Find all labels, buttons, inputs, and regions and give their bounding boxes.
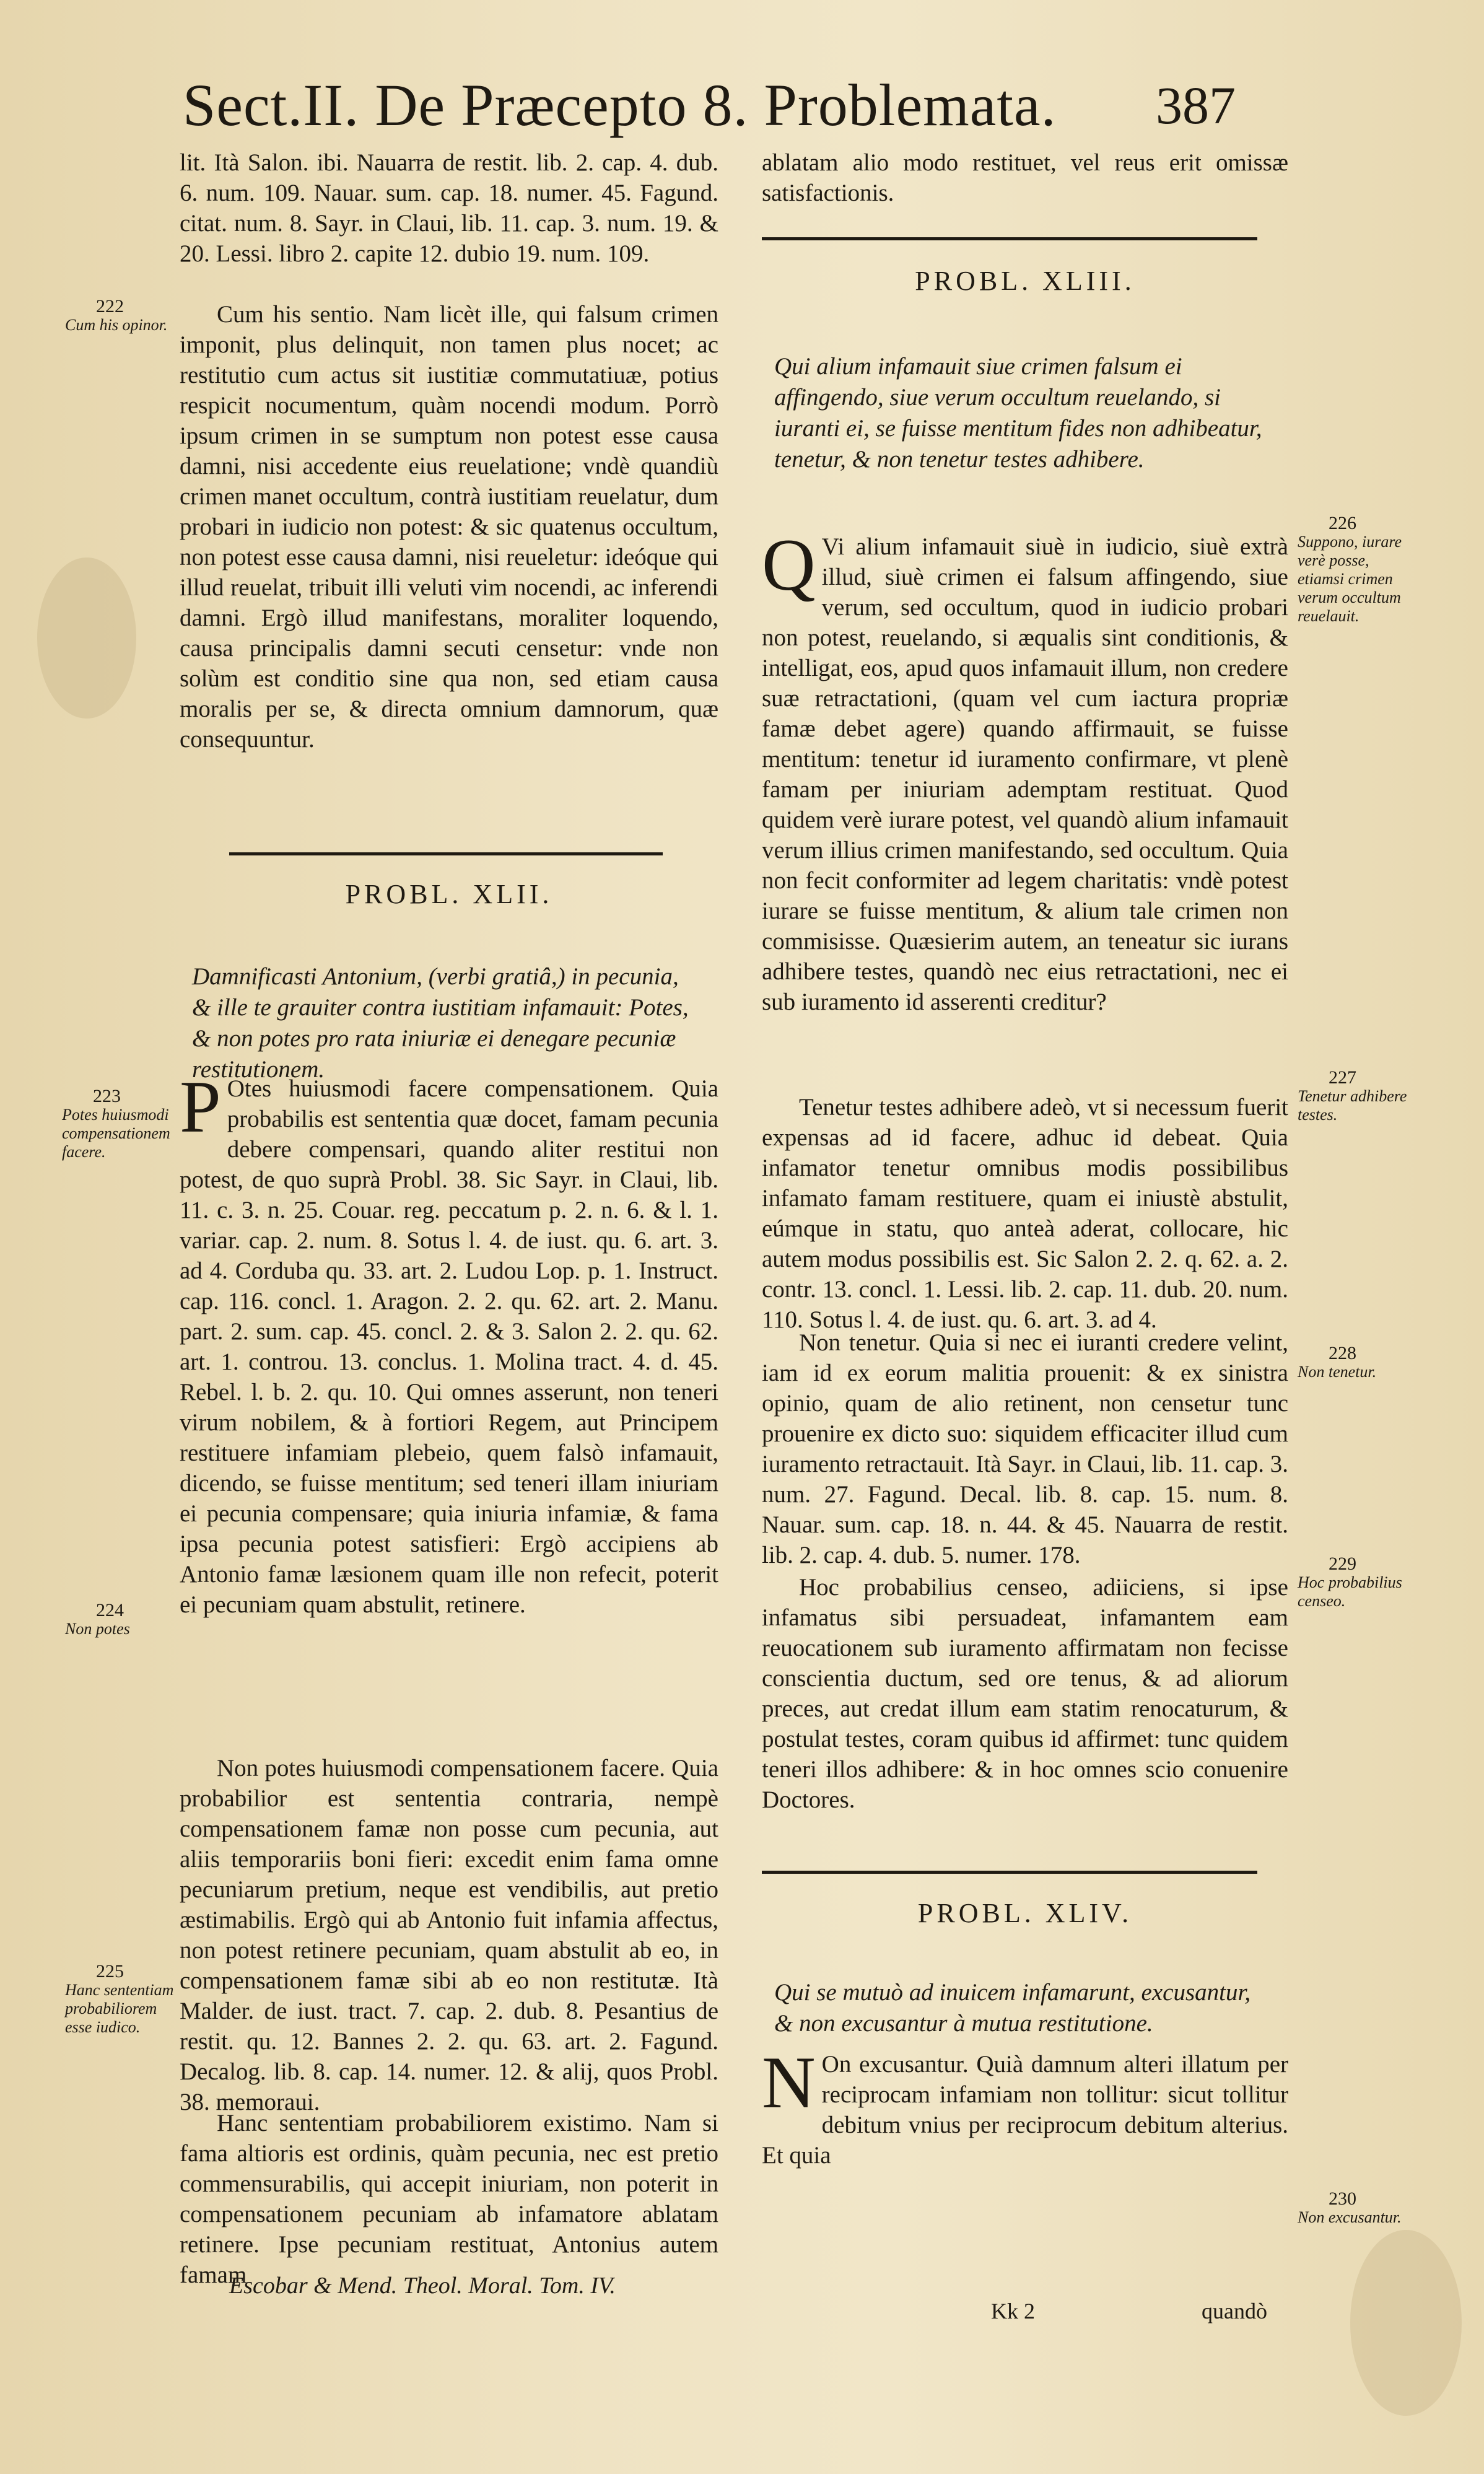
right-paragraph-3: Tenetur testes adhibere adeò, vt si necessum fuerit expensas ad id facere, adhuc id debeat. Quia infamator tenetur omnibus modis possibilibus infamato famam restituere, quam ei iniustè abstulit, eúmque in statu, quo anteà aderat, collocare, hic autem modus possibilis est. Sic Salon 2. 2. q. 62. a. 2. contr. 13. concl. 1. Lessi. lib. 2. cap. 11. dub. 20. num. 110. Sotus l. 4. de iust. qu. 6. art. 3. ad 4. — [762, 1094, 1288, 1333]
margin-note-222: 222 Cum his opinor. — [65, 296, 168, 334]
margin-note-230: 230 Non excusantur. — [1298, 2188, 1402, 2226]
margin-note-224: 224 Non potes — [65, 1600, 130, 1638]
running-header — [183, 68, 1236, 149]
signature-mark: Kk 2 — [991, 2299, 1035, 2323]
section-heading-43: PROBL. XLIII. — [915, 266, 1135, 296]
page-number: 387 — [1156, 76, 1236, 135]
problem-summary-43: Qui alium infamauit siue crimen falsum ei affingendo, siue verum occultum reuelando, si iuranti ei, se fuisse mentitum fides non adhibeatur, tenetur, & non tenetur testes adhibere. — [774, 353, 1262, 473]
paragraph-text: Otes huiusmodi facere compensationem. Quia probabilis est sententia quæ docet, famam pecunia debere compensari, quando aliter restitui non potest, de quo suprà Probl. 38. Sic Sayr. in Claui, lib. 11. c. 3. n. 25. Couar. reg. peccatum p. 2. n. 6. & l. 1. variar. cap. 2. num. 8. Sotus l. 4. de iust. qu. 6. art. 3. ad 4. Corduba qu. 33. art. 2. Ludou Lop. p. 1. Instruct. cap. 116. concl. 1. Aragon. 2. 2. qu. 62. art. 2. Manu. part. 2. sum. cap. 45. concl. 2. & 3. Salon 2. 2. qu. 62. art. 1. controu. 13. conclus. 1. Molina tract. 4. d. 45. Rebel. l. b. 2. qu. 10. Qui omnes asserunt, non teneri virum nobilem, & à fortiori Regem, aut Principem restituere infamiam plebeio, quem falsò infamauit, dicendo, se fuisse mentitum; sed teneri illam iniuriam ei pecunia compensare; quia iniuria infamiæ, & fama ipsa pecunia potest satisfieri: Ergò accipiens ab Antonio famæ læsionem quam ille non refecit, poterit ei pecuniam quam abstulit, retinere. — [180, 1075, 718, 1618]
margin-note-223: 223 Potes huiusmodi compensationem facere. — [62, 1086, 170, 1161]
right-paragraph-4: Non tenetur. Quia si nec ei iuranti credere velint, iam id ex eorum malitia prouenit: & ex sinistra opinio, quam de alio retinent, non censetur tunc prouenire ex dicto suo: siquidem efficaciter illud cum iuramento retractauit. Ità Sayr. in Claui, lib. 11. cap. 3. num. 27. Fagund. Decal. lib. 8. cap. 15. num. 8. Nauar. sum. cap. 18. n. 44. & 45. Nauarra de restit. lib. 2. cap. 4. dub. 5. numer. 178. — [762, 1329, 1288, 1568]
drop-capital: Q — [762, 523, 816, 606]
drop-capital: N — [762, 2041, 816, 2123]
header-title: Sect.II. De Præcepto 8. Problemata. — [183, 72, 1057, 138]
left-paragraph-2: Cum his sentio. Nam licèt ille, qui falsum crimen imponit, plus delinquit, non tamen plus nocet; ac restitutio cum actus sit iustitiæ commutatiuæ, potius respicit nocumentum, quàm nocendi modum. Porrò ipsum crimen in se sumptum non potest esse causa damni, nisi accedente eius reuelatione; vndè quandiù crimen manet occultum, contrà iustitiam reuelatur, dum probari in iudicio non potest: & sic quatenus occultum, non potest esse causa damni, nisi reueletur: ideóque qui illud reuelat, tribuit illi veluti vim nocendi, ac inferendi damni. Ergò illud manifestans, moraliter loquendo, causa principalis damni secuti censetur: vnde non solùm est conditio sine qua non, sed etiam causa moralis per se, & directa omnium damnorum, quæ consequuntur. — [180, 301, 718, 753]
right-paragraph-1: ablatam alio modo restituet, vel reus erit omissæ satisfactionis. — [762, 149, 1288, 206]
paper-stain — [37, 557, 136, 719]
paragraph-text: On excusantur. Quià damnum alteri illatum per reciprocam infamiam non tollitur: sicut tollitur debitum vnius per reciprocum debitum alterius. Et quia — [762, 2051, 1288, 2169]
section-rule — [229, 852, 663, 855]
right-paragraph-2 — [762, 523, 1288, 1017]
drop-capital: P — [180, 1065, 221, 1148]
right-paragraph-5: Hoc probabilius censeo, adiiciens, si ipse infamatus sibi persuadeat, infamantem eam reuocationem sub iuramento affirmatam non fecisse conscientia ductum, sed ore tenus, & ad aliorum preces, aut credat illum eam statim renocaturum, & postulat testes, coram quibus id affirmet: tunc quidem teneri illos adhibere: & in hoc omnes scio conuenire Doctores. — [762, 1574, 1288, 1813]
left-paragraph-5: Hanc sententiam probabiliorem existimo. Nam si fama altioris est ordinis, quàm pecunia, nec est pretio commensurabilis, qui accepit iniuriam, non poterit in compensationem pecuniam ab infamatore ablatam retinere. Ipse pecuniam restituat, Antonius autem famam — [180, 2110, 718, 2288]
problem-summary-42: Damnificasti Antonium, (verbi gratiâ,) in pecunia, & ille te grauiter contra iustitiam infamauit: Potes, & non potes pro rata iniuriæ ei denegare pecuniæ restitutionem. — [192, 963, 689, 1083]
running-footer: Escobar & Mend. Theol. Moral. Tom. IV. — [229, 2273, 616, 2299]
section-heading-42: PROBL. XLII. — [345, 879, 553, 909]
right-paragraph-6 — [762, 2041, 1288, 2170]
catchword: quandò — [1202, 2299, 1267, 2323]
paper-stain — [1350, 2230, 1462, 2416]
paragraph-text: Vi alium infamauit siuè in iudicio, siuè extrà illud, siuè crimen ei falsum affingendo, siue verum, sed occultum, quod in iudicio probari non potest, reuelando, si æqualis sint conditionis, & intelligat, eos, apud quos infamauit illum, non credere suæ retractationi, (quam vel cum iactura propriæ famæ debet agere) quando affirmauit, se fuisse mentitum: tenetur id iuramento confirmare, vt plenè famam per iniuriam ademptam restituat. Quod quidem verè iurare potest, vel quandò alium infamauit verum illius crimen manifestando, sed occultum. Quia non fecit conformiter ad legem charitatis: vndè potest iurare se fuisse mentitum, & alium tale crimen non commisisse. Quæsierim autem, an teneatur sic iurans adhibere testes, quandò nec eius retractationi, nec ei sub iuramento id asserenti creditur? — [762, 533, 1288, 1015]
left-paragraph-1: lit. Ità Salon. ibi. Nauarra de restit. lib. 2. cap. 4. dub. 6. num. 109. Nauar. sum. cap. 18. numer. 45. Fagund. citat. num. 8. Sayr. in Claui, lib. 11. cap. 3. num. 19. & 20. Lessi. libro 2. capite 12. dubio 19. num. 109. — [180, 149, 718, 267]
margin-note-225: 225 Hanc sententiam probabiliorem esse iudico. — [65, 1961, 174, 2036]
problem-summary-44: Qui se mutuò ad inuicem infamarunt, excusantur, & non excusantur à mutua restitutione. — [774, 1979, 1251, 2037]
left-paragraph-3 — [180, 1065, 718, 1620]
margin-note-227: 227 Tenetur adhibere testes. — [1298, 1067, 1407, 1124]
margin-note-226: 226 Suppono, iurare verè posse, etiamsi crimen verum occultum reuelauit. — [1298, 513, 1402, 625]
section-heading-44: PROBL. XLIV. — [917, 1898, 1133, 1928]
section-rule — [762, 1871, 1257, 1874]
section-rule — [762, 237, 1257, 240]
margin-note-228: 228 Non tenetur. — [1298, 1343, 1377, 1381]
margin-note-229: 229 Hoc probabilius censeo. — [1298, 1554, 1402, 1610]
left-paragraph-4: Non potes huiusmodi compensationem facere. Quia probabilior est sententia contraria, nempè compensationem famæ non posse cum pecunia, aut aliis temporariis boni fieri: excedit enim fama omne pecuniarum pretium, neque est vendibilis, aut pretio æstimabilis. Ergò qui ab Antonio fuit infamia affectus, non potest retinere pecuniam, quam abstulit ab eo, in compensationem famæ sibi ab eo non restitutæ. Ità Malder. de iust. tract. 7. cap. 2. dub. 8. Pesantius de restit. qu. 12. Bannes 2. 2. qu. 63. art. 2. Fagund. Decalog. lib. 8. cap. 14. numer. 12. & alij, quos Probl. 38. memoraui. — [180, 1755, 718, 2115]
